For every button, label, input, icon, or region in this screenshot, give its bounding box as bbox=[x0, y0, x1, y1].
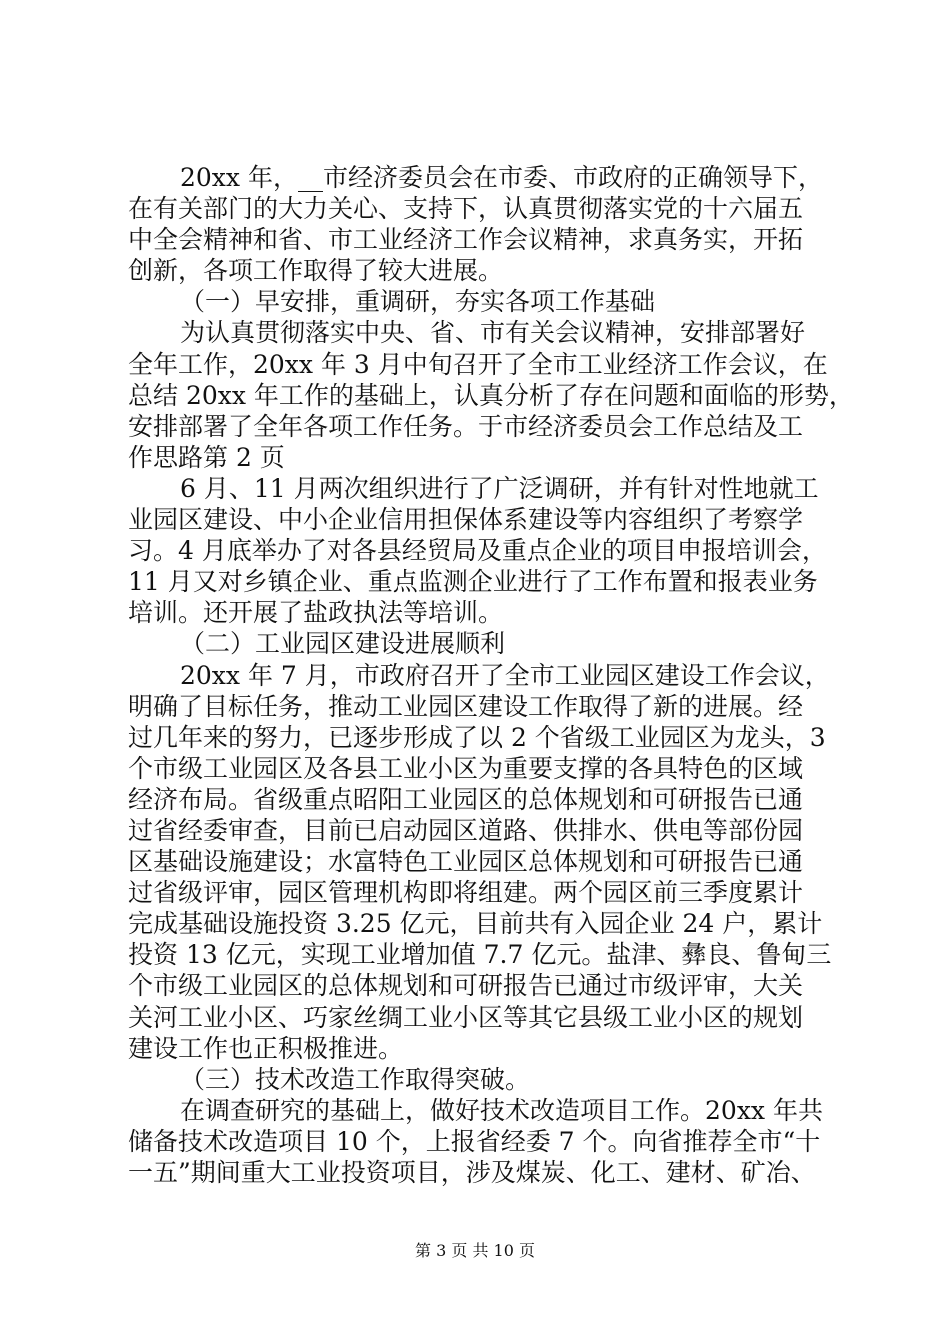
page-number-footer: 第 3 页 共 10 页 bbox=[415, 1241, 535, 1260]
text-line: 关河工业小区、巧家丝绸工业小区等其它县级工业小区的规划 bbox=[128, 1003, 804, 1032]
text-line: 明确了目标任务，推动工业园区建设工作取得了新的进展。经 bbox=[128, 692, 804, 721]
text-line: 在有关部门的大力关心、支持下，认真贯彻落实党的十六届五 bbox=[128, 194, 804, 223]
text-line: 投资 13 亿元，实现工业增加值 7.7 亿元。盐津、彝良、鲁甸三 bbox=[128, 940, 832, 969]
section-heading: （三）技术改造工作取得突破。 bbox=[180, 1065, 531, 1094]
text-line: 6 月、11 月两次组织进行了广泛调研，并有针对性地就工 bbox=[180, 474, 819, 503]
text-line: 习。4 月底举办了对各县经贸局及重点企业的项目申报培训会， bbox=[128, 536, 827, 565]
text-line: 全年工作，20xx 年 3 月中旬召开了全市工业经济工作会议，在 bbox=[128, 350, 828, 379]
text-line: 在调查研究的基础上，做好技术改造项目工作。20xx 年共 bbox=[180, 1096, 823, 1125]
text-line: 过省经委审查，目前已启动园区道路、供排水、供电等部份园 bbox=[128, 816, 804, 845]
text-line: 培训。还开展了盐政执法等培训。 bbox=[128, 598, 504, 627]
text-line: 创新，各项工作取得了较大进展。 bbox=[128, 256, 504, 285]
text-line: 中全会精神和省、市工业经济工作会议精神，求真务实，开拓 bbox=[128, 225, 804, 254]
text-line: 为认真贯彻落实中央、省、市有关会议精神，安排部署好 bbox=[180, 318, 806, 347]
text-line: 20xx 年 7 月，市政府召开了全市工业园区建设工作会议， bbox=[180, 661, 830, 690]
section-heading: （一）早安排，重调研，夯实各项工作基础 bbox=[180, 287, 656, 316]
text-line: 业园区建设、中小企业信用担保体系建设等内容组织了考察学 bbox=[128, 505, 804, 534]
text-line: 过几年来的努力，已逐步形成了以 2 个省级工业园区为龙头，3 bbox=[128, 723, 826, 752]
text-line: 20xx 年，__市经济委员会在市委、市政府的正确领导下， bbox=[180, 163, 823, 192]
text-line: 安排部署了全年各项工作任务。于市经济委员会工作总结及工 bbox=[128, 412, 804, 441]
text-line: 过省级评审，园区管理机构即将组建。两个园区前三季度累计 bbox=[128, 878, 804, 907]
text-line: 储备技术改造项目 10 个，上报省经委 7 个。向省推荐全市“十 bbox=[128, 1127, 821, 1156]
text-line: 个市级工业园区及各县工业小区为重要支撑的各具特色的区域 bbox=[128, 754, 804, 783]
text-line: 完成基础设施投资 3.25 亿元，目前共有入园企业 24 户，累计 bbox=[128, 909, 823, 938]
text-line: 一五”期间重大工业投资项目，涉及煤炭、化工、建材、矿冶、 bbox=[128, 1158, 816, 1187]
text-line: 11 月又对乡镇企业、重点监测企业进行了工作布置和报表业务 bbox=[128, 567, 818, 596]
text-line: 个市级工业园区的总体规划和可研报告已通过市级评审，大关 bbox=[128, 971, 804, 1000]
text-line: 区基础设施建设；水富特色工业园区总体规划和可研报告已通 bbox=[128, 847, 804, 876]
text-line: 总结 20xx 年工作的基础上，认真分析了存在问题和面临的形势， bbox=[128, 381, 854, 410]
text-line: 经济布局。省级重点昭阳工业园区的总体规划和可研报告已通 bbox=[128, 785, 804, 814]
section-heading: （二）工业园区建设进展顺利 bbox=[180, 629, 506, 658]
text-line: 建设工作也正积极推进。 bbox=[128, 1034, 404, 1063]
text-line: 作思路第 2 页 bbox=[128, 443, 285, 472]
